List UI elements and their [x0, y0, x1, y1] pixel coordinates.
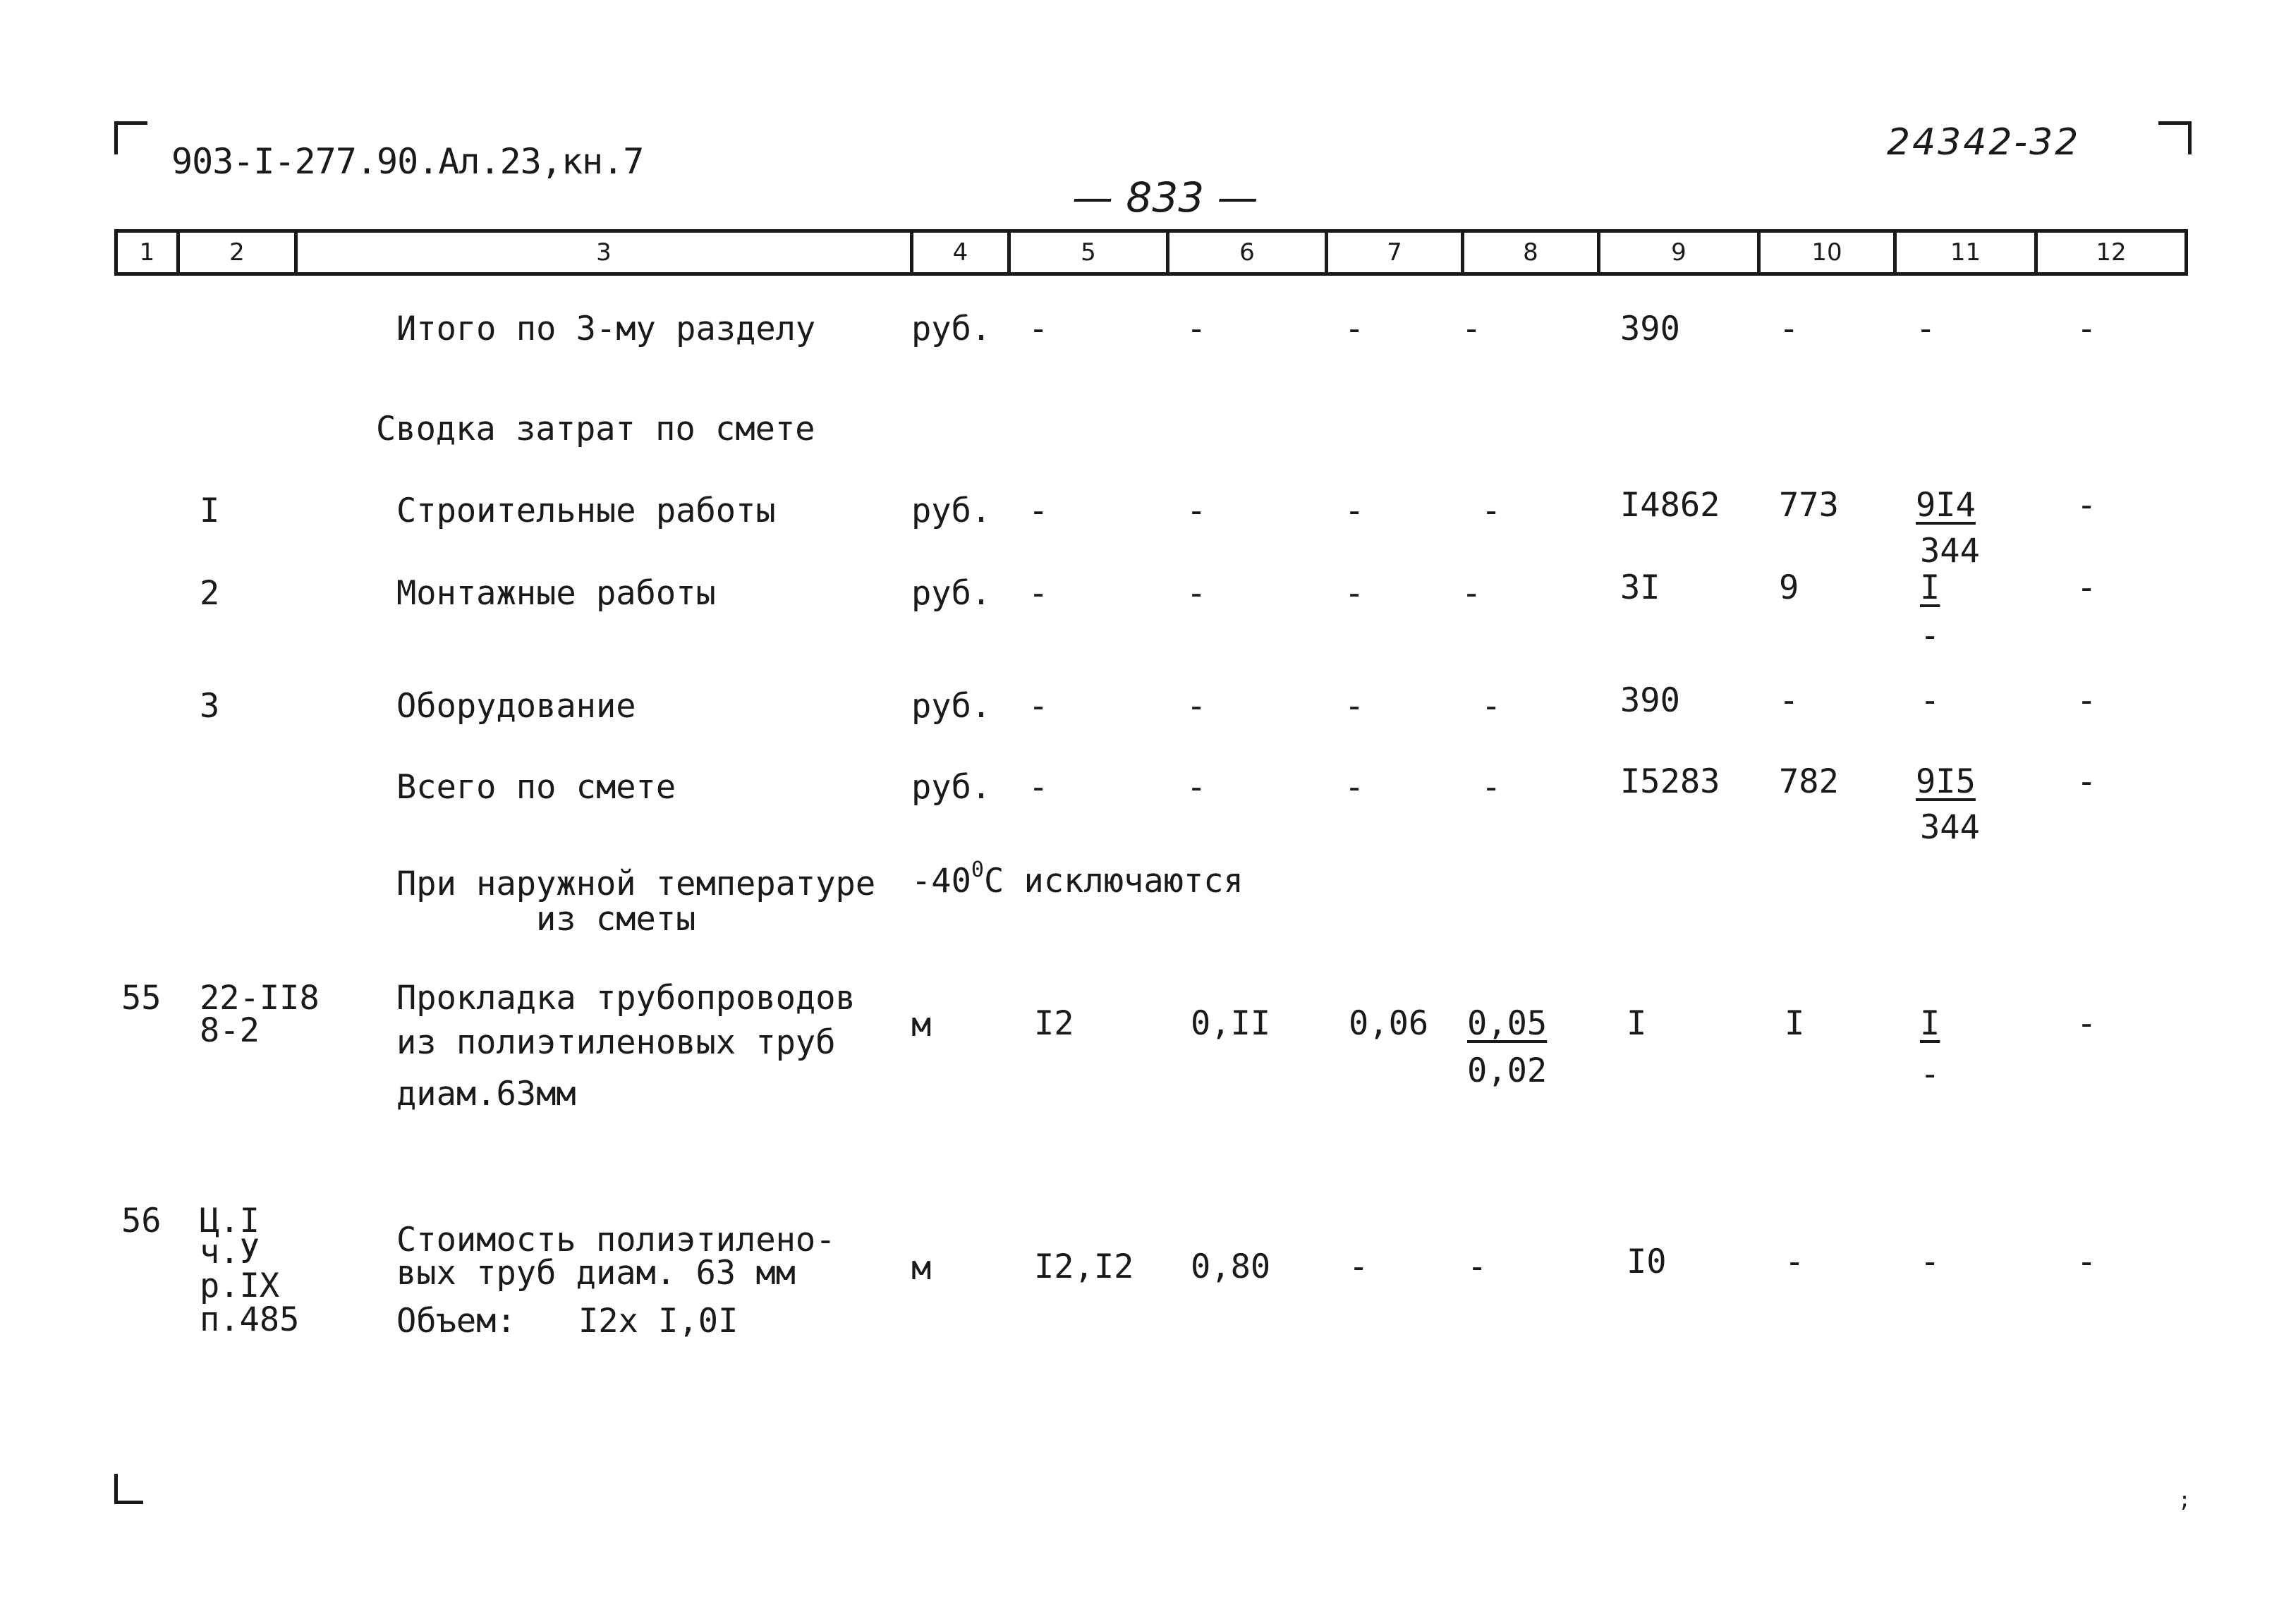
col12-value: -: [2077, 1004, 2097, 1043]
price-ref-line-1: Ц.I: [200, 1202, 260, 1240]
col12-value: -: [2077, 1243, 2097, 1281]
row-name: Всего по смете: [396, 768, 676, 807]
col10-value: -: [1779, 681, 1799, 720]
unit: руб.: [911, 310, 992, 348]
position-number: 55: [121, 979, 162, 1018]
col11-top-value: 9I4: [1916, 486, 1976, 525]
col8-value: -: [1462, 574, 1482, 613]
corner-mark-top-left: [114, 121, 147, 154]
unit: м: [911, 1249, 932, 1288]
row-number: 3: [200, 687, 220, 726]
col12-value: -: [2077, 568, 2097, 607]
row-name: Строительные работы: [396, 492, 776, 530]
col6-value: 0,II: [1191, 1004, 1271, 1043]
col8-value: -: [1467, 1247, 1488, 1286]
row-number: I: [200, 492, 220, 530]
col7-value: -: [1344, 574, 1365, 613]
page-number: — 833 —: [1072, 173, 1258, 221]
col11-bottom-value: -: [1920, 616, 1940, 655]
col9-value: I4862: [1620, 486, 1720, 525]
column-number: 3: [296, 231, 912, 274]
col5-value: I2,I2: [1034, 1247, 1134, 1286]
row-number: 2: [200, 574, 220, 613]
col12-value: -: [2077, 762, 2097, 801]
col8-value: -: [1481, 492, 1502, 530]
col10-value: 782: [1779, 762, 1839, 801]
col8-value: -: [1481, 768, 1502, 807]
col11-value: -: [1920, 1243, 1940, 1281]
row-name-line-1: Прокладка трубопроводов: [396, 979, 856, 1018]
col5-value: I2: [1034, 1004, 1074, 1043]
row-name: Оборудование: [396, 687, 636, 726]
col10-value: 9: [1779, 568, 1799, 607]
col7-value: -: [1344, 687, 1365, 726]
col8-value: -: [1462, 310, 1482, 348]
position-number: 56: [121, 1202, 162, 1240]
col10-value: I: [1785, 1004, 1805, 1043]
volume-value: I2x I,0I: [578, 1302, 739, 1341]
col7-value: -: [1344, 310, 1365, 348]
price-ref-line-4: п.485: [200, 1300, 300, 1339]
col6-value: -: [1186, 768, 1207, 807]
column-number: 4: [912, 231, 1009, 274]
document-code: 903-I-277.90.Ал.23,кн.7: [171, 141, 644, 182]
col10-value: -: [1785, 1243, 1805, 1281]
column-number: 2: [178, 231, 296, 274]
col8-top-value: 0,05: [1467, 1004, 1548, 1043]
col12-value: -: [2077, 310, 2097, 348]
price-ref-line-2: ч.У: [200, 1233, 260, 1271]
col6-value: -: [1186, 574, 1207, 613]
unit: м: [911, 1006, 932, 1044]
row-name: Итого по 3-му разделу: [396, 310, 816, 348]
col7-value: -: [1344, 492, 1365, 530]
col11-value: -: [1920, 681, 1940, 720]
row-name-line-3: диам.63мм: [396, 1075, 576, 1113]
degree-sign: 0: [971, 857, 984, 882]
note-line-1: При наружной температуре: [396, 865, 876, 903]
note-line-2: из сметы: [536, 900, 696, 939]
col11-value: -: [1916, 310, 1936, 348]
col8-bottom-value: 0,02: [1467, 1051, 1548, 1090]
temperature-tail: С исключаются: [983, 862, 1244, 900]
column-number: 11: [1895, 231, 2036, 274]
col9-value: 3I: [1620, 568, 1660, 607]
col9-value: I: [1627, 1004, 1647, 1043]
col9-value: 390: [1620, 681, 1680, 720]
col5-value: -: [1028, 574, 1049, 613]
col6-value: -: [1186, 492, 1207, 530]
col7-value: -: [1349, 1247, 1369, 1286]
col6-value: -: [1186, 310, 1207, 348]
unit: руб.: [911, 574, 992, 613]
col9-value: I5283: [1620, 762, 1720, 801]
volume-label: Объем:: [396, 1302, 516, 1341]
col6-value: 0,80: [1191, 1247, 1271, 1286]
col11-bottom-value: 344: [1920, 808, 1980, 847]
row-name-line-1: Стоимость полиэтилено-: [396, 1221, 836, 1259]
col11-bottom-value: -: [1920, 1055, 1940, 1094]
corner-mark-top-right: [2158, 121, 2192, 154]
column-number: 8: [1463, 231, 1599, 274]
column-number: 9: [1599, 231, 1759, 274]
col11-top-value: I: [1920, 568, 1940, 607]
col9-value: I0: [1627, 1243, 1667, 1281]
column-number: 12: [2036, 231, 2187, 274]
col12-value: -: [2077, 681, 2097, 720]
row-name-line-2: вых труб диам. 63 мм: [396, 1254, 796, 1293]
col11-bottom-value: 344: [1920, 532, 1980, 570]
column-number: 7: [1327, 231, 1463, 274]
row-name: Монтажные работы: [396, 574, 716, 613]
column-number: 10: [1759, 231, 1895, 274]
margin-mark: ;: [2178, 1488, 2192, 1513]
col8-value: -: [1481, 687, 1502, 726]
norm-code-line-2: 8-2: [200, 1011, 260, 1050]
col11-top-value: 9I5: [1916, 762, 1976, 801]
section-title: Сводка затрат по смете: [376, 410, 815, 448]
col11-top-value: I: [1920, 1004, 1940, 1043]
row-name-line-2: из полиэтиленовых труб: [396, 1023, 836, 1062]
col7-value: -: [1344, 768, 1365, 807]
column-number: 1: [116, 231, 178, 274]
col9-value: 390: [1620, 310, 1680, 348]
col5-value: -: [1028, 310, 1049, 348]
col5-value: -: [1028, 768, 1049, 807]
unit: руб.: [911, 492, 992, 530]
column-number: 5: [1009, 231, 1168, 274]
unit: руб.: [911, 687, 992, 726]
col7-value: 0,06: [1349, 1004, 1429, 1043]
col5-value: -: [1028, 492, 1049, 530]
column-header-row: [114, 229, 2188, 276]
unit: руб.: [911, 768, 992, 807]
corner-mark-bottom-left: [114, 1474, 143, 1504]
col12-value: -: [2077, 486, 2097, 525]
col6-value: -: [1186, 687, 1207, 726]
column-number: 6: [1168, 231, 1327, 274]
norm-code-line-1: 22-II8: [200, 979, 320, 1018]
temperature-value: -40: [911, 862, 971, 900]
col10-value: -: [1779, 310, 1799, 348]
col10-value: 773: [1779, 486, 1839, 525]
price-ref-line-3: р.IX: [200, 1266, 280, 1305]
note-temperature: [911, 857, 1244, 900]
col5-value: -: [1028, 687, 1049, 726]
sheet-code: 24342-32: [1887, 121, 2081, 164]
